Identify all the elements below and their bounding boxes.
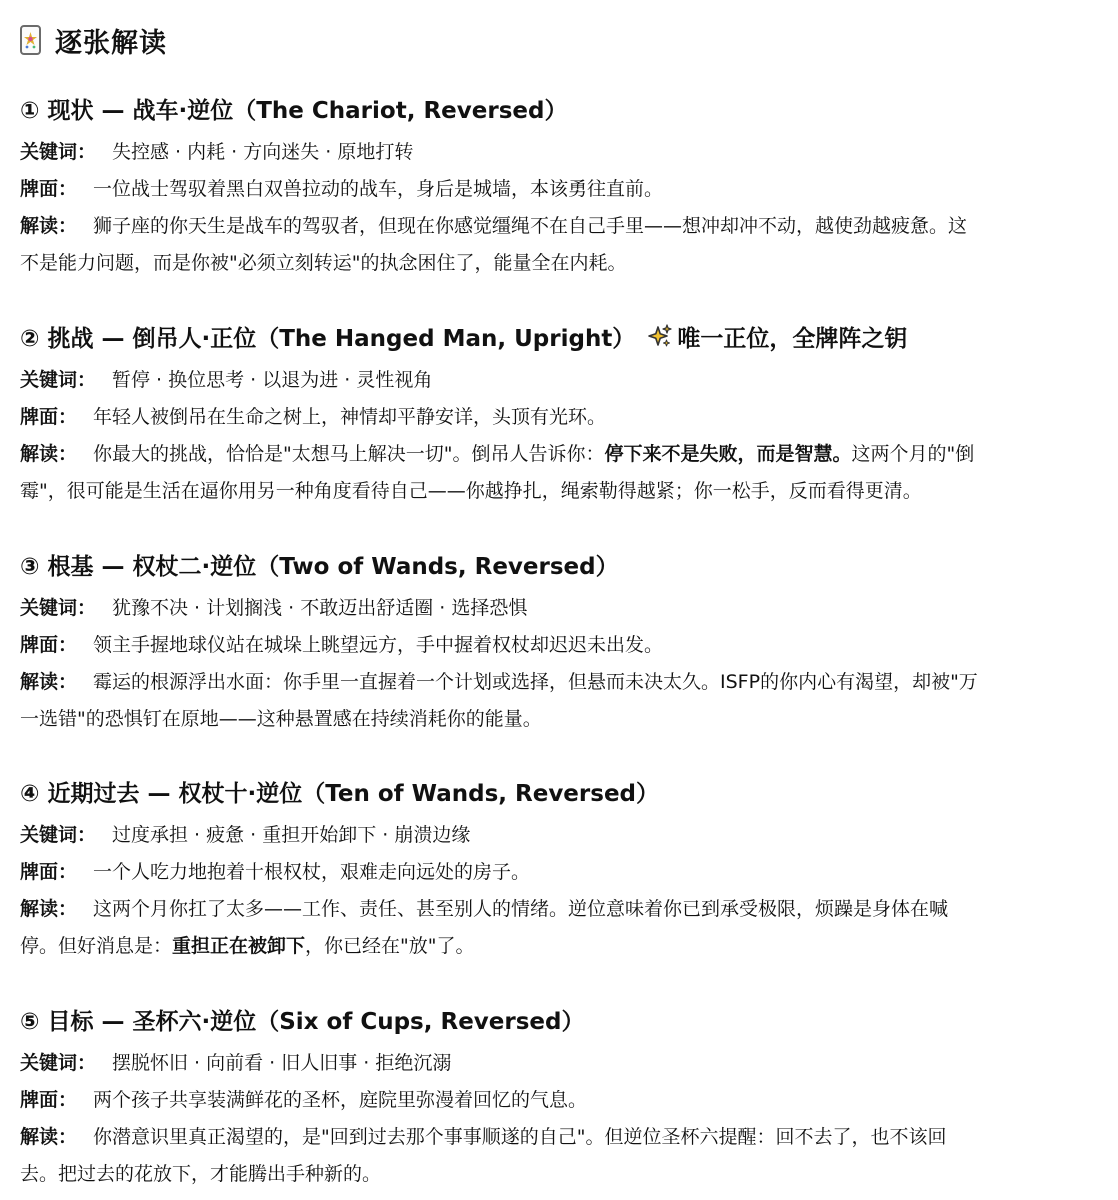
reading-paragraph [20,208,1098,282]
section-3 [20,546,1098,738]
reading-label: 解读： [20,671,78,693]
reading-text-line-1: 这两个月你扛了太多——工作、责任、甚至别人的情绪。逆位意味着你已到承受极限，烦躁是身体在喊 [93,898,949,920]
reading-text-line-2: 一选错"的恐惧钉在原地——这种悬置感在持续消耗你的能量。 [20,708,542,730]
card-face-label: 牌面： [20,861,78,883]
keywords-label: 关键词： [20,141,97,163]
page-title [20,20,167,60]
section-heading-en: （Two of Wands, Reversed） [256,553,619,580]
section-heading-cn: ⑤ 目标 — 圣杯六·逆位 [20,1008,257,1035]
section-1 [20,90,1098,282]
card-face-label: 牌面： [20,634,78,656]
section-heading-en: （Ten of Wands, Reversed） [302,780,660,807]
card-face-line [20,401,1098,434]
section-heading [20,773,1098,809]
reading-label: 解读： [20,1126,78,1148]
card-face-text: 一位战士驾驭着黑白双兽拉动的战车，身后是城墙，本该勇往直前。 [93,178,664,200]
reading-paragraph [20,1119,1098,1193]
keywords-label: 关键词： [20,824,97,846]
section-heading [20,318,1098,354]
keywords-label: 关键词： [20,1052,97,1074]
card-face-line [20,173,1098,206]
section-4 [20,773,1098,965]
keywords-label: 关键词： [20,369,97,391]
card-face-text: 一个人吃力地抱着十根权杖，艰难走向远处的房子。 [93,861,531,883]
card-face-label: 牌面： [20,1089,78,1111]
keywords-text: 摆脱怀旧 · 向前看 · 旧人旧事 · 拒绝沉溺 [112,1052,452,1074]
section-2 [20,318,1098,510]
reading-paragraph [20,436,1098,510]
section-5 [20,1001,1098,1193]
reading-paragraph [20,664,1098,738]
reading-text-line-1: 霉运的根源浮出水面：你手里一直握着一个计划或选择，但悬而未决太久。ISFP的你内心有渴望，却被"万 [93,671,978,693]
section-heading-cn: ① 现状 — 战车·逆位 [20,97,234,124]
reading-text-line-2: 去。把过去的花放下，才能腾出手种新的。 [20,1163,382,1185]
reading-label: 解读： [20,898,78,920]
tarot-card-icon [20,25,41,55]
section-heading [20,546,1098,582]
reading-text-line-1b: 这两个月的"倒 [851,443,975,465]
keywords-text: 过度承担 · 疲惫 · 重担开始卸下 · 崩溃边缘 [112,824,471,846]
keywords-line [20,136,1098,169]
reading-text-line-1: 你潜意识里真正渴望的，是"回到过去那个事事顺遂的自己"。但逆位圣杯六提醒：回不去了，也不该回 [93,1126,947,1148]
reading-text-line-1: 狮子座的你天生是战车的驾驭者，但现在你感觉缰绳不在自己手里——想冲却冲不动，越使劲越疲惫。这 [93,215,968,237]
reading-text-line-2a: 停。但好消息是： [20,935,173,957]
sparkles-icon [647,323,673,349]
section-heading-en: （The Chariot, Reversed） [233,97,568,124]
reading-text-line-1a: 你最大的挑战，恰恰是"太想马上解决一切"。倒吊人告诉你： [93,443,605,465]
card-face-label: 牌面： [20,406,78,428]
section-heading [20,1001,1098,1037]
section-heading-cn: ③ 根基 — 权杖二·逆位 [20,553,257,580]
reading-emphasis: 重担正在被卸下 [172,935,306,957]
section-heading [20,90,1098,126]
reading-paragraph [20,891,1098,965]
section-highlight: 唯一正位，全牌阵之钥 [677,325,908,352]
reading-text-line-2b: ，你已经在"放"了。 [305,935,475,957]
page-title-text: 逐张解读 [55,27,167,59]
keywords-text: 犹豫不决 · 计划搁浅 · 不敢迈出舒适圈 · 选择恐惧 [112,597,528,619]
section-heading-cn: ④ 近期过去 — 权杖十·逆位 [20,780,303,807]
section-heading-cn: ② 挑战 — 倒吊人·正位 [20,325,257,352]
keywords-text: 暂停 · 换位思考 · 以退为进 · 灵性视角 [112,369,433,391]
card-face-line [20,856,1098,889]
card-face-label: 牌面： [20,178,78,200]
reading-label: 解读： [20,215,78,237]
reading-text-line-2: 不是能力问题，而是你被"必须立刻转运"的执念困住了，能量全在内耗。 [20,252,627,274]
card-face-text: 领主手握地球仪站在城垛上眺望远方，手中握着权杖却迟迟未出发。 [93,634,664,656]
card-face-text: 年轻人被倒吊在生命之树上，神情却平静安详，头顶有光环。 [93,406,607,428]
card-face-line [20,1084,1098,1117]
keywords-line [20,364,1098,397]
section-heading-en: （Six of Cups, Reversed） [256,1008,585,1035]
card-face-line [20,629,1098,662]
keywords-line [20,592,1098,625]
keywords-line [20,819,1098,852]
keywords-label: 关键词： [20,597,97,619]
reading-text-line-2: 霉"，很可能是生活在逼你用另一种角度看待自己——你越挣扎，绳索勒得越紧；你一松手，反而看得更清。 [20,480,922,502]
card-face-text: 两个孩子共享装满鲜花的圣杯，庭院里弥漫着回忆的气息。 [93,1089,588,1111]
reading-label: 解读： [20,443,78,465]
reading-emphasis: 停下来不是失败，而是智慧。 [604,443,852,465]
keywords-text: 失控感 · 内耗 · 方向迷失 · 原地打转 [112,141,414,163]
keywords-line [20,1047,1098,1080]
section-heading-en: （The Hanged Man, Upright） [256,325,636,352]
